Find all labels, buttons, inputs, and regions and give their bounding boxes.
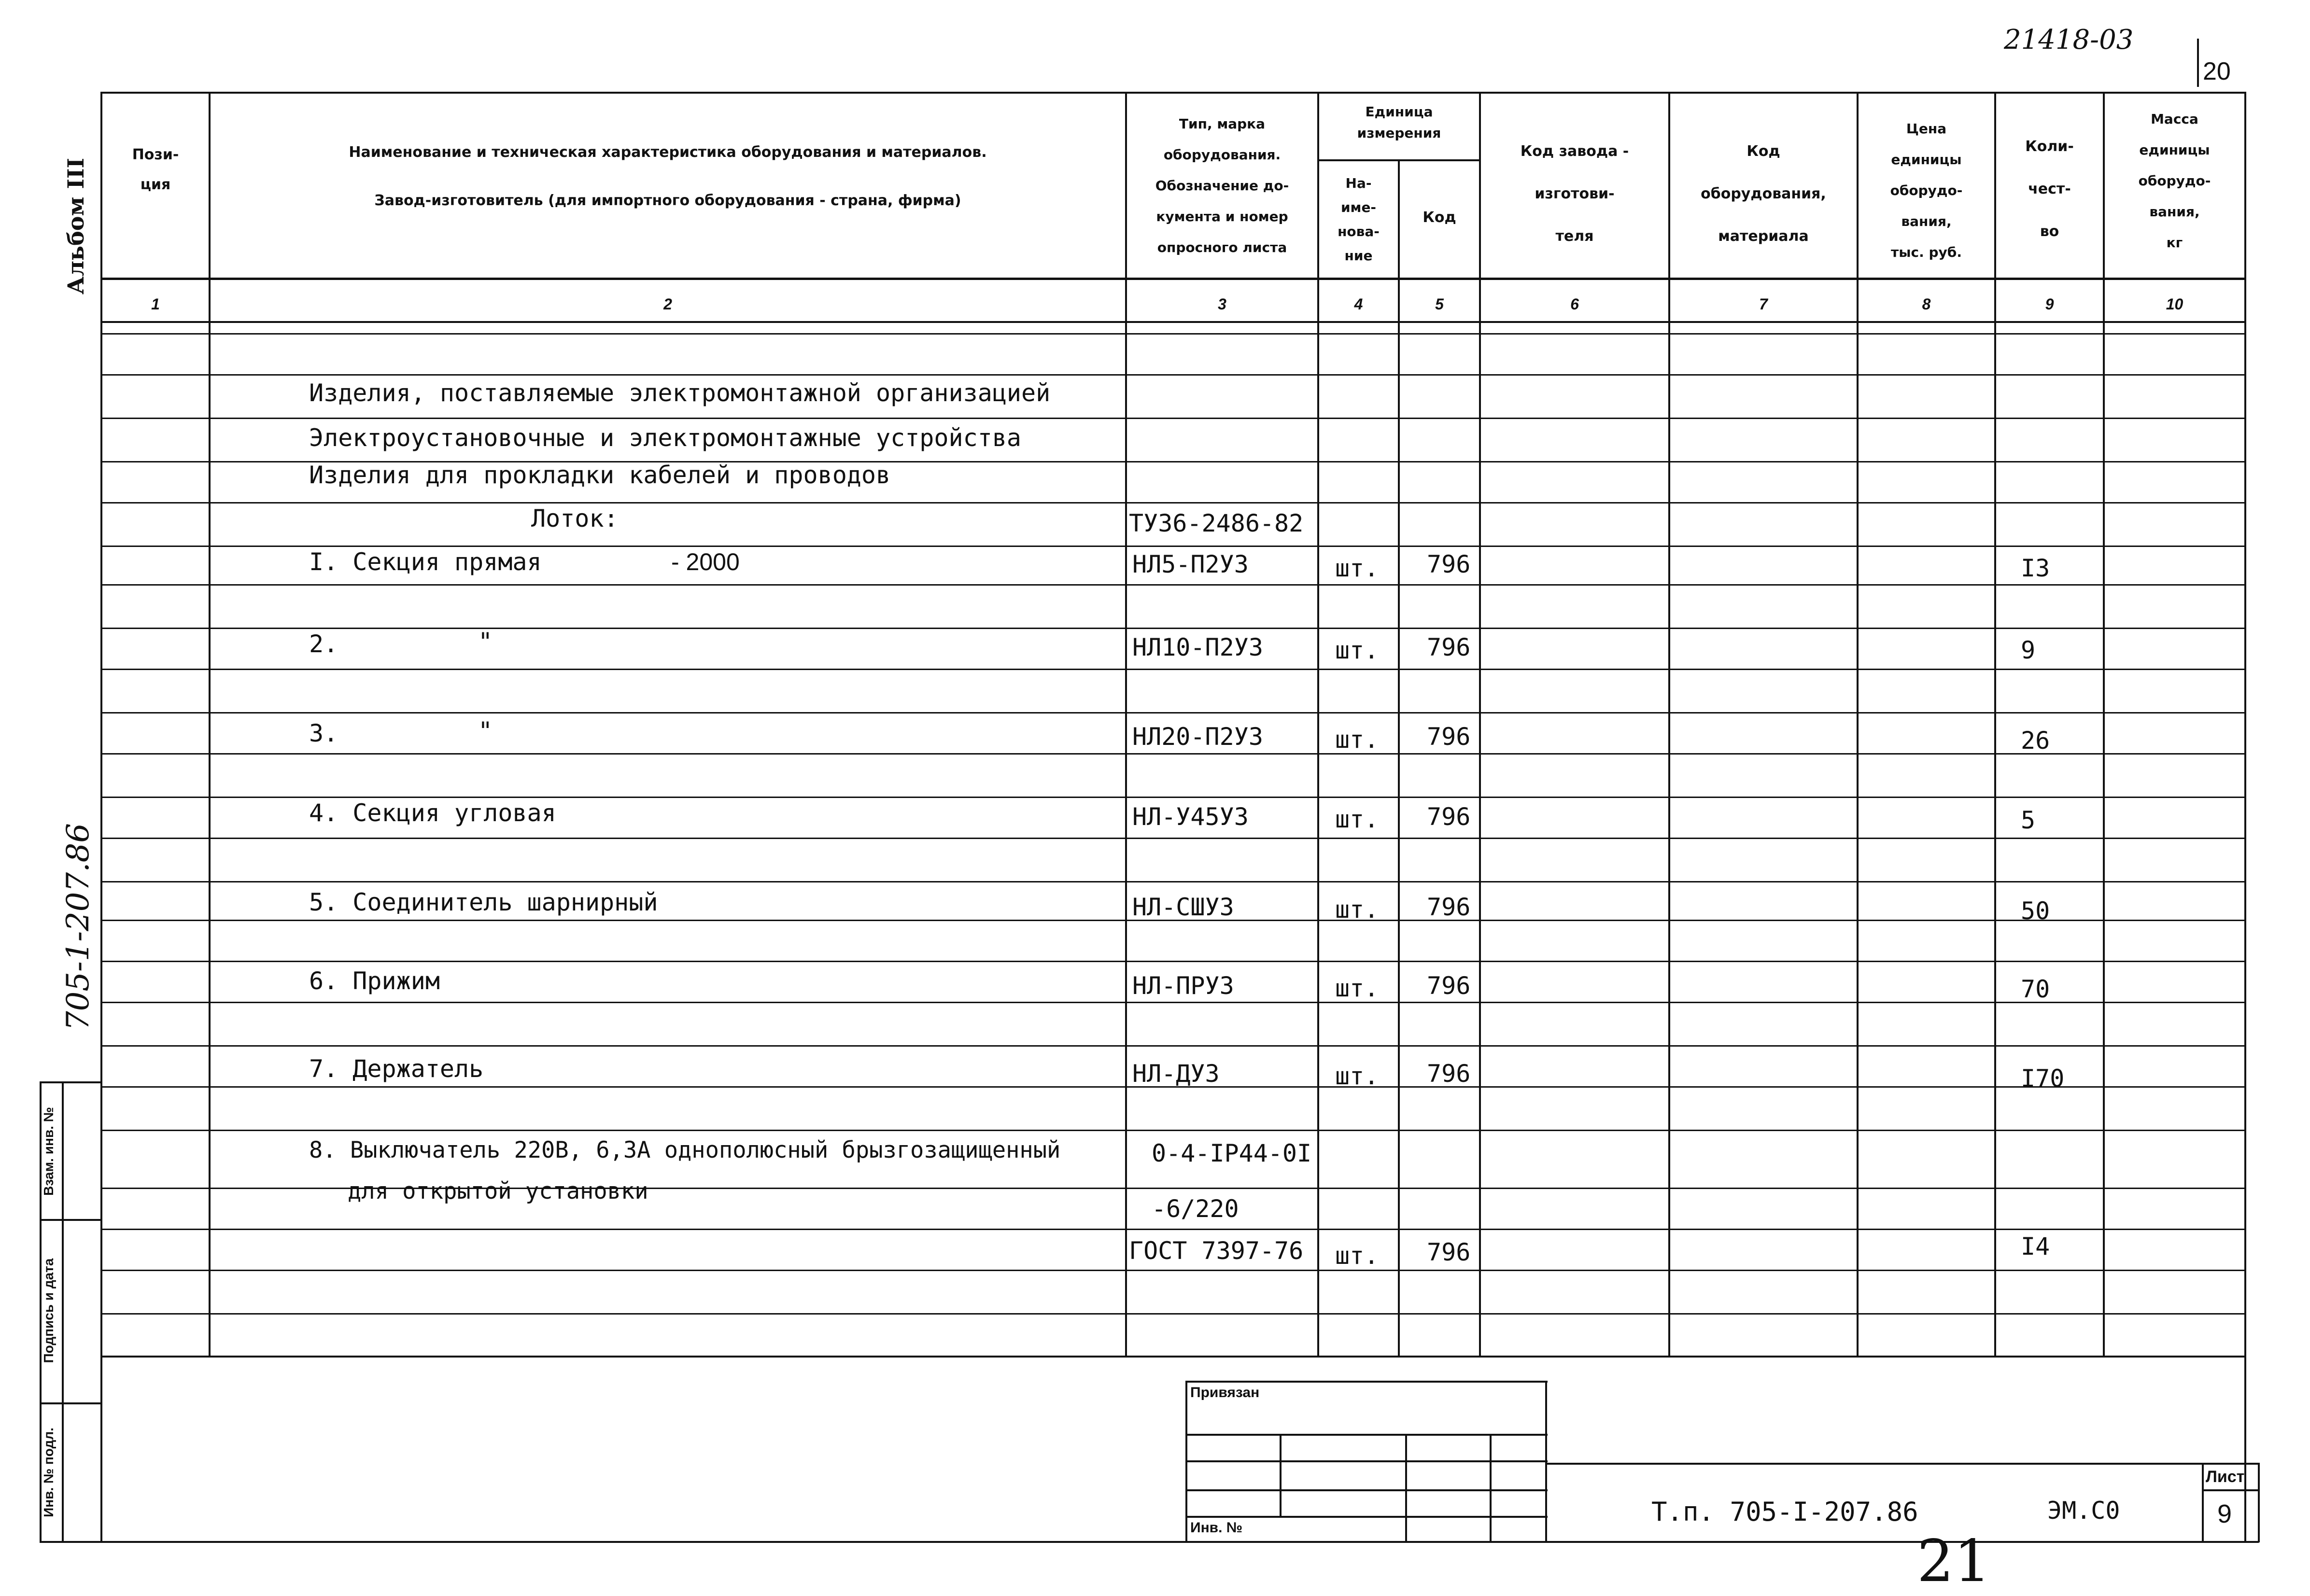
item8-code: 796 — [1427, 1238, 1471, 1266]
row-rule — [100, 584, 2244, 586]
row-rule — [100, 669, 2244, 670]
row-rule — [100, 881, 2244, 882]
item-qty: 50 — [2021, 897, 2050, 925]
item-code: 796 — [1427, 893, 1471, 921]
item8-line2: для открытой установки — [348, 1178, 648, 1204]
margin-line-mid — [62, 1081, 64, 1542]
row-rule — [100, 1002, 2244, 1003]
colnum-3: 3 — [1218, 295, 1226, 313]
col-line-8 — [1994, 92, 1996, 1357]
stamp-line — [1185, 1460, 1548, 1462]
item8-type2: -6/220 — [1152, 1195, 1239, 1223]
header-mass: Масса единицы оборудо- вания, кг — [2138, 111, 2211, 251]
row-rule — [100, 712, 2244, 714]
frame-right — [2244, 92, 2246, 1543]
header-position: Пози- ция — [132, 146, 179, 193]
unit-header-divider — [1317, 159, 1480, 161]
row-rule — [100, 333, 2244, 335]
header-name-line2: Завод-изготовитель (для импортного оборудования - страна, фирма) — [374, 192, 961, 209]
item-type: НЛ-ДУ3 — [1132, 1060, 1220, 1088]
item-unit: шт. — [1335, 726, 1379, 754]
col-line-2 — [1125, 92, 1127, 1357]
item8-type1: 0-4-IP44-0I — [1152, 1139, 1312, 1167]
item-type: НЛ10-П2У3 — [1132, 633, 1263, 661]
header-unit: Единица измерения — [1357, 104, 1441, 141]
col-line-7 — [1857, 92, 1859, 1357]
handwritten-page-number: 21 — [1917, 1528, 1991, 1595]
item8-line1: 8. Выключатель 220В, 6,3А однополюсный брызгозащищенный — [309, 1137, 1061, 1163]
colnum-divider — [100, 321, 2244, 323]
header-quantity: Коли- чест- во — [2025, 138, 2074, 240]
item-code: 796 — [1427, 803, 1471, 831]
inv-no-label: Инв. № — [1190, 1520, 1243, 1536]
header-unit-name: На- име- нова- ние — [1338, 175, 1380, 264]
header-type: Тип, марка оборудования. Обозначение до- кумента и номер опросного листа — [1155, 116, 1289, 255]
sheet-box-left — [2202, 1463, 2204, 1542]
stamp-line — [1185, 1381, 1187, 1542]
row-rule — [100, 797, 2244, 798]
item-qty: I3 — [2021, 554, 2050, 582]
inv-podl-label: Инв. № подл. — [41, 1428, 56, 1517]
margin-div-1 — [40, 1219, 102, 1221]
item-qty: 26 — [2021, 727, 2050, 755]
item-code: 796 — [1427, 1060, 1471, 1088]
archive-number: 21418-03 — [2004, 24, 2134, 56]
item-name: 5. Соединитель шарнирный — [309, 888, 658, 916]
colnum-1: 1 — [151, 295, 160, 313]
item-type: НЛ-СШУ3 — [1132, 893, 1234, 921]
item8-unit: шт. — [1335, 1242, 1379, 1270]
project-number-side: 705-1-207.86 — [60, 823, 96, 1031]
margin-div-2 — [40, 1402, 102, 1404]
section-title-4-doc: ТУ36-2486-82 — [1129, 509, 1304, 537]
colnum-6: 6 — [1570, 295, 1579, 313]
item-qty: 5 — [2021, 806, 2036, 834]
header-unit-code: Код — [1423, 209, 1456, 226]
item-name: 7. Держатель — [309, 1055, 484, 1083]
stamp-line — [1490, 1434, 1492, 1542]
stamp-line — [1185, 1381, 1548, 1383]
item-name: 2. — [309, 630, 338, 658]
margin-bottom — [40, 1541, 102, 1543]
item-unit: шт. — [1335, 896, 1379, 924]
colnum-4: 4 — [1354, 295, 1363, 313]
top-page-number: 20 — [2203, 57, 2231, 85]
top-corner-mark — [2197, 39, 2199, 87]
item-suffix: " — [478, 628, 493, 656]
colnum-7: 7 — [1759, 295, 1768, 313]
item-code: 796 — [1427, 723, 1471, 751]
document-mark: ЭМ.С0 — [2047, 1497, 2120, 1525]
colnum-10: 10 — [2166, 295, 2183, 313]
titleblock-top — [1545, 1463, 2260, 1465]
header-price: Цена единицы оборудо- вания, тыс. руб. — [1890, 121, 1963, 260]
row-rule — [100, 418, 2244, 419]
sheet-number: 9 — [2217, 1499, 2232, 1528]
row-rule — [100, 753, 2244, 755]
section-title-1: Изделия, поставляемые электромонтажной организацией — [309, 379, 1051, 407]
item-type: НЛ20-П2У3 — [1132, 723, 1263, 751]
header-factory-code: Код завода - изготови- теля — [1520, 143, 1629, 245]
stamp-line — [1405, 1434, 1407, 1542]
row-rule — [100, 1313, 2244, 1315]
podpis-label: Подпись и дата — [41, 1258, 56, 1363]
item-qty: 70 — [2021, 975, 2050, 1003]
item8-type3: ГОСТ 7397-76 — [1129, 1237, 1304, 1265]
header-equipment-code: Код оборудования, материала — [1701, 143, 1826, 245]
item-unit: шт. — [1335, 554, 1379, 582]
margin-top — [40, 1081, 102, 1083]
header-name-line1: Наименование и техническая характеристика оборудования и материалов. — [349, 144, 987, 161]
item-unit: шт. — [1335, 636, 1379, 664]
col-line-4 — [1398, 159, 1400, 1357]
item-suffix: - 2000 — [671, 548, 740, 575]
row-rule — [100, 961, 2244, 962]
frame-top — [100, 92, 2244, 94]
colnum-9: 9 — [2045, 295, 2054, 313]
item-type: НЛ5-П2У3 — [1132, 550, 1249, 578]
row-rule — [100, 1270, 2244, 1271]
item-unit: шт. — [1335, 805, 1379, 833]
colnum-5: 5 — [1435, 295, 1444, 313]
album-label: Альбом III — [63, 157, 89, 294]
item-name: 6. Прижим — [309, 967, 440, 995]
item-unit: шт. — [1335, 974, 1379, 1002]
row-rule — [100, 838, 2244, 839]
item-name: I. Секция прямая — [309, 548, 542, 576]
item-qty: I70 — [2021, 1064, 2065, 1092]
stamp-line — [1545, 1381, 1547, 1542]
stamp-line — [1280, 1434, 1282, 1516]
colnum-8: 8 — [1922, 295, 1931, 313]
row-rule — [100, 1130, 2244, 1131]
sheet-box-right — [2258, 1463, 2260, 1542]
item-suffix: " — [478, 717, 493, 745]
section-title-3: Изделия для прокладки кабелей и проводов — [309, 461, 891, 489]
row-rule — [100, 1229, 2244, 1230]
stamp-line — [1185, 1434, 1548, 1436]
col-line-6 — [1668, 92, 1670, 1357]
item-type: НЛ-У45У3 — [1132, 803, 1249, 831]
colnum-2: 2 — [663, 295, 672, 313]
privyazan-label: Привязан — [1190, 1385, 1260, 1400]
vzam-label: Взам. инв. № — [41, 1107, 56, 1196]
stamp-line — [1185, 1489, 1548, 1491]
item8-qty: I4 — [2021, 1232, 2050, 1260]
stamp-line — [1185, 1516, 1548, 1518]
col-line-3 — [1317, 92, 1319, 1357]
sheet-box-divider — [2202, 1489, 2260, 1491]
item-code: 796 — [1427, 550, 1471, 578]
col-line-1 — [209, 92, 211, 1357]
section-title-4: Лоток: — [531, 504, 619, 532]
item-type: НЛ-ПРУ3 — [1132, 972, 1234, 1000]
row-rule — [100, 502, 2244, 504]
sheet-label: Лист — [2206, 1468, 2245, 1486]
header-divider — [100, 278, 2244, 280]
col-line-9 — [2103, 92, 2105, 1357]
item-qty: 9 — [2021, 636, 2036, 664]
item-code: 796 — [1427, 633, 1471, 661]
row-rule — [100, 546, 2244, 547]
row-rule — [100, 628, 2244, 629]
item-name: 3. — [309, 719, 338, 747]
item-unit: шт. — [1335, 1062, 1379, 1090]
document-code: Т.п. 705-I-207.86 — [1651, 1497, 1918, 1527]
item-name: 4. Секция угловая — [309, 799, 556, 827]
section-title-2: Электроустановочные и электромонтажные устройства — [309, 424, 1022, 452]
row-rule — [100, 1045, 2244, 1047]
item-code: 796 — [1427, 972, 1471, 1000]
col-line-5 — [1479, 92, 1481, 1357]
row-rule — [100, 374, 2244, 376]
table-bottom — [100, 1356, 2244, 1358]
